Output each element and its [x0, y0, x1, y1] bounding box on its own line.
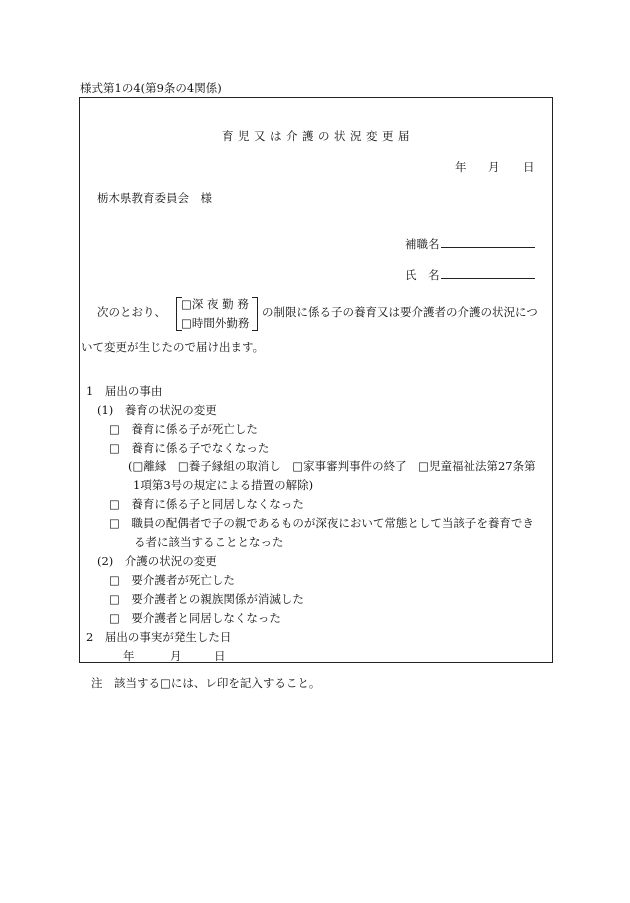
reason-detail-line1[interactable]: (□離縁 □養子縁組の取消し □家事審判事件の終了 □児童福祉法第27条第: [128, 459, 536, 473]
position-input-line[interactable]: [441, 237, 535, 248]
intro-prefix: 次のとおり、: [97, 305, 166, 319]
date-year-label: 年: [455, 160, 467, 174]
name-field[interactable]: [405, 268, 535, 282]
name-input-line[interactable]: [441, 268, 535, 279]
name-label: 氏 名: [405, 268, 440, 282]
option-overtime[interactable]: □時間外勤務: [181, 316, 250, 330]
date-month-label: 月: [488, 160, 500, 174]
no-longer-child-item[interactable]: □ 養育に係る子でなくなった: [109, 441, 270, 455]
reason-detail-line2: 1項第3号の規定による措置の解除): [133, 478, 314, 492]
intro-suffix: の制限に係る子の養育又は要介護者の介護の状況につ: [262, 305, 538, 319]
position-label: 補職名: [405, 237, 440, 251]
option-late-night[interactable]: □深 夜 勤 務: [181, 297, 249, 311]
care-recipient-died-item[interactable]: □ 要介護者が死亡した: [109, 573, 235, 587]
bracket-right: [252, 297, 258, 331]
section2-heading: 2 届出の事実が発生した日: [86, 630, 232, 644]
form-title: 育児又は介護の状況変更届: [222, 129, 414, 143]
addressee: 栃木県教育委員会 様: [97, 191, 212, 205]
sub2-heading: (2) 介護の状況の変更: [97, 554, 217, 568]
spouse-caregiver-item[interactable]: □ 職員の配偶者で子の親であるものが深夜において常態として当該子を養育でき: [109, 516, 534, 530]
not-cohabiting-child-item[interactable]: □ 養育に係る子と同居しなくなった: [109, 497, 304, 511]
sub1-heading: (1) 養育の状況の変更: [97, 403, 217, 417]
form-number-label: 様式第1の4(第9条の4関係): [80, 81, 222, 95]
occurrence-day-label: 日: [214, 649, 226, 663]
footnote: 注 該当する□には、レ印を記入すること。: [91, 676, 321, 690]
position-field[interactable]: [405, 237, 535, 251]
spouse-caregiver-item-cont: る者に該当することとなった: [134, 535, 284, 549]
child-died-item[interactable]: □ 養育に係る子が死亡した: [109, 422, 258, 436]
section1-heading: 1 届出の事由: [86, 384, 163, 398]
occurrence-month-label: 月: [170, 649, 182, 663]
not-cohabiting-recipient-item[interactable]: □ 要介護者と同居しなくなった: [109, 611, 281, 625]
intro-line2: いて変更が生じたので届け出ます。: [81, 340, 265, 354]
date-day-label: 日: [523, 160, 535, 174]
occurrence-year-label: 年: [123, 649, 135, 663]
kinship-ended-item[interactable]: □ 要介護者との親族関係が消滅した: [109, 592, 304, 606]
